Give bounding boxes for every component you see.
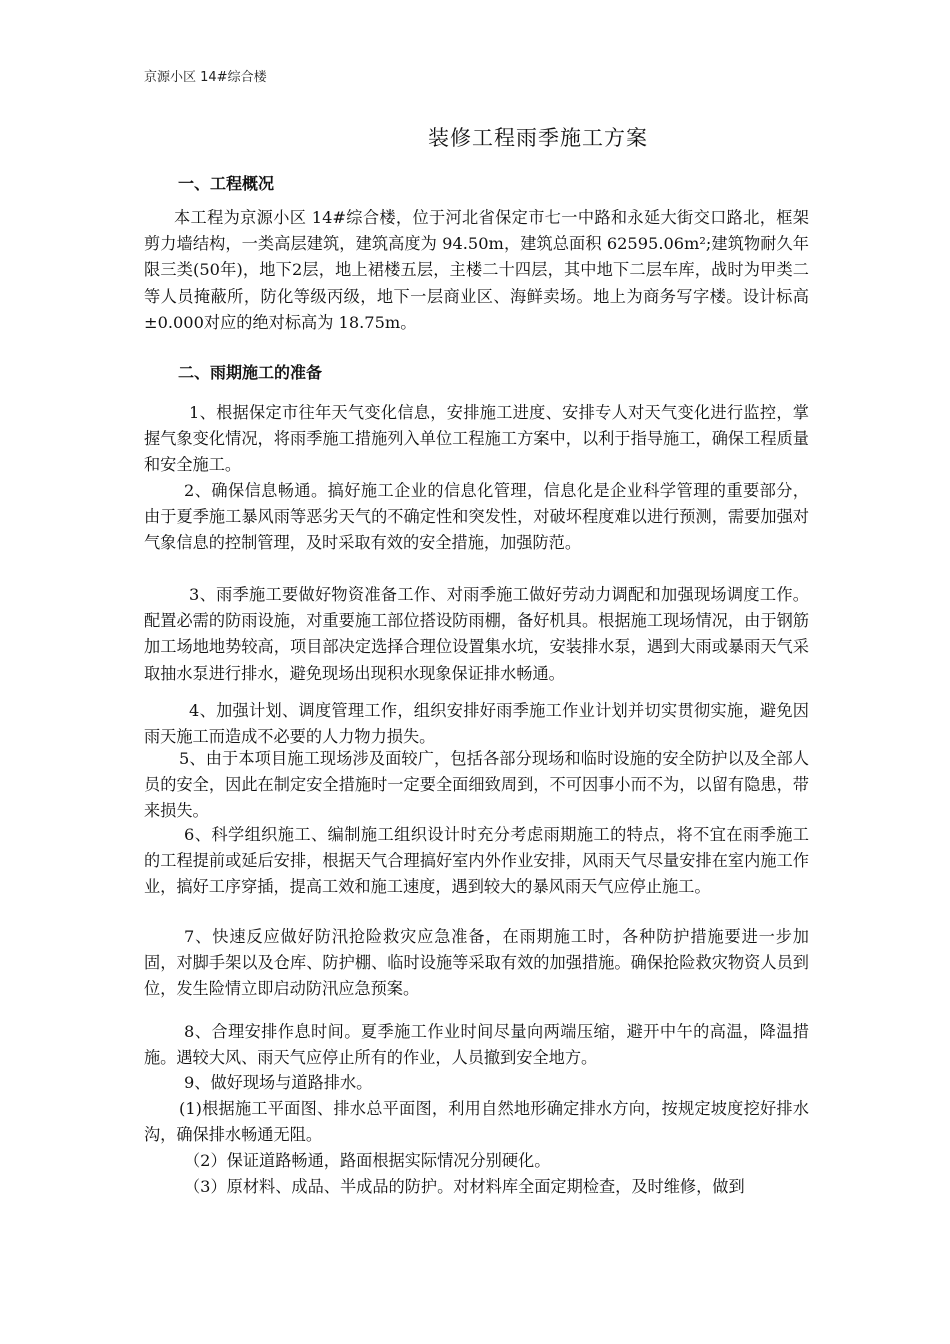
paragraph-item-2: 2、确保信息畅通。搞好施工企业的信息化管理，信息化是企业科学管理的重要部分，由于夏季施工暴风雨等恶劣天气的不确定性和突发性，对破坏程度难以进行预测，需要加强对气象信息的控制管理，及时采取有效的安全措施，加强防范。 xyxy=(144,481,809,553)
paragraph-item-3: 3、雨季施工要做好物资准备工作、对雨季施工做好劳动力调配和加强现场调度工作。配置必需的防雨设施，对重要施工部位搭设防雨棚，备好机具。根据施工现场情况，由于钢筋加工场地地势较高，项目部决定选择合理位设置集水坑，安装排水泵，遇到大雨或暴雨天气采取抽水泵进行排水，避免现场出现积水现象保证排水畅通。 xyxy=(144,585,809,683)
paragraph-item-9-3: （3）原材料、成品、半成品的防护。对材料库全面定期检查，及时维修，做到 xyxy=(184,1177,745,1196)
document-title: 装修工程雨季施工方案 xyxy=(428,126,648,150)
paragraph-item-4: 4、加强计划、调度管理工作，组织安排好雨季施工作业计划并切实贯彻实施，避免因雨天施工而造成不必要的人力物力损失。 xyxy=(144,701,809,747)
paragraph-item-5: 5、由于本项目施工现场涉及面较广，包括各部分现场和临时设施的安全防护以及全部人员的安全，因此在制定安全措施时一定要全面细致周到，不可因事小而不为，以留有隐患，带来损失。 xyxy=(144,749,809,821)
section-heading-overview: 一、工程概况 xyxy=(178,174,275,193)
paragraph-item-9: 9、做好现场与道路排水。 xyxy=(184,1073,373,1092)
paragraph-item-7: 7、快速反应做好防汛抢险救灾应急准备，在雨期施工时，各种防护措施要进一步加固，对脚手架以及仓库、防护棚、临时设施等采取有效的加强措施。确保抢险救灾物资人员到位，发生险情立即启动防汛应急预案。 xyxy=(144,927,809,999)
section-heading-preparation: 二、雨期施工的准备 xyxy=(178,363,323,382)
paragraph-overview: 本工程为京源小区 14#综合楼，位于河北省保定市七一中路和永延大街交口路北，框架剪力墙结构，一类高层建筑，建筑高度为 94.50m，建筑总面积 62595.06m²;建筑物耐久年限三类(50年)，地下2层，地上裙楼五层，主楼二十四层，其中地下二层车库，战时为甲类二等人员掩蔽所，防化等级丙级，地下一层商业区、海鲜卖场。地上为商务写字楼。设计标高±0.000对应的绝对标高为 18.75m。 xyxy=(144,208,809,332)
paragraph-item-1: 1、根据保定市往年天气变化信息，安排施工进度、安排专人对天气变化进行监控，掌握气象变化情况，将雨季施工措施列入单位工程施工方案中，以利于指导施工，确保工程质量和安全施工。 xyxy=(144,403,809,475)
paragraph-item-9-1: (1)根据施工平面图、排水总平面图，利用自然地形确定排水方向，按规定坡度挖好排水沟，确保排水畅通无阻。 xyxy=(144,1099,809,1145)
paragraph-item-8: 8、合理安排作息时间。夏季施工作业时间尽量向两端压缩，避开中午的高温，降温措施。遇较大风、雨天气应停止所有的作业，人员撤到安全地方。 xyxy=(144,1022,809,1068)
paragraph-item-6: 6、科学组织施工、编制施工组织设计时充分考虑雨期施工的特点，将不宜在雨季施工的工程提前或延后安排，根据天气合理搞好室内外作业安排，风雨天气尽量安排在室内施工作业，搞好工序穿插，提高工效和施工速度，遇到较大的暴风雨天气应停止施工。 xyxy=(144,825,809,897)
page-header: 京源小区 14#综合楼 xyxy=(144,70,267,85)
paragraph-item-9-2: （2）保证道路畅通，路面根据实际情况分别硬化。 xyxy=(184,1151,551,1170)
